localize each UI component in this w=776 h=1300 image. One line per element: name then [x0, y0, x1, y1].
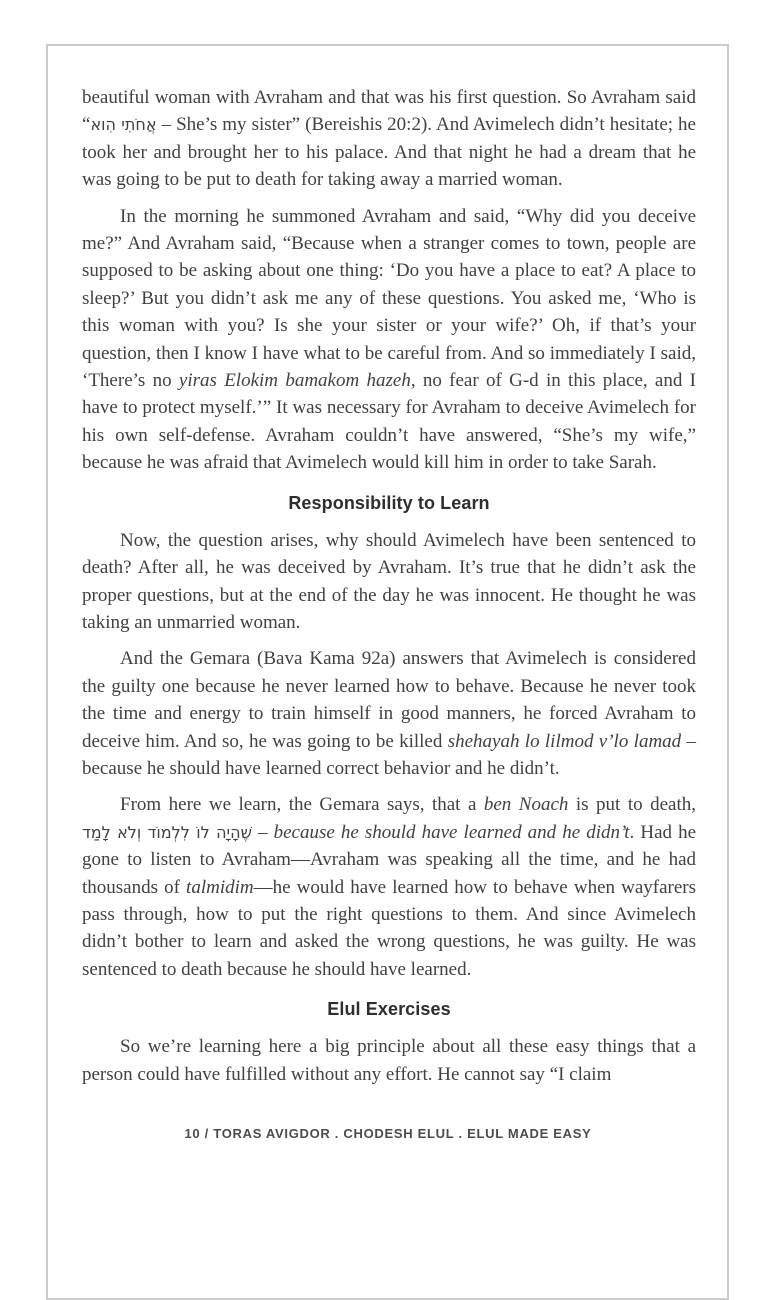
- document-content: [48, 46, 727, 1088]
- italic-text-run: shehayah lo lilmod v’lo lamad: [447, 730, 682, 752]
- paragraph: [82, 203, 696, 477]
- section-heading: Elul Exercises: [327, 999, 451, 1020]
- text-run: beautiful woman with Avraham and that was his first question. So Avraham said “: [82, 87, 696, 136]
- text-run: , no fear of G-d in this place, and I have to protect myself.’” It was necessary for Avraham to deceive Avimelech for his own self-defense. Avraham couldn’t have answered, “She’s my wife,” because he was afraid that Avimelech would kill him in order to take Sarah.: [82, 370, 696, 474]
- hebrew-text-run: שֶׁהָיָה לוֹ לִלְמוֹד וְלֹא לָמַד: [82, 822, 252, 842]
- hebrew-text-run: אֲחֹתִי הִוא: [90, 115, 157, 135]
- text-run: In the morning he summoned Avraham and said, “Why did you deceive me?” And Avraham said, “Because when a stranger comes to town, people are supposed to be asking about one thing: ‘Do you have a place to eat? A place to sleep?’ But you didn’t ask me any of these questions. You asked me, ‘Who is this woman with you? Is she your sister or your wife?’ Oh, if that’s your question, then I know I have what to be careful from. And so immediately I said, ‘There’s no: [82, 205, 696, 392]
- section-heading: Responsibility to Learn: [288, 492, 490, 513]
- page: [46, 44, 729, 1300]
- italic-text-run: because he should have learned and he didn’t: [273, 821, 630, 843]
- text-run: Now, the question arises, why should Avimelech have been sentenced to death? After all, he was deceived by Avraham. It’s true that he didn’t ask the proper questions, but at the end of the day he was innocent. He thought he was taking an unmarried woman.: [82, 529, 696, 633]
- text-run: –: [251, 821, 274, 843]
- italic-text-run: talmidim: [186, 876, 254, 898]
- text-run: is put to death,: [568, 794, 696, 816]
- paragraph: [82, 1033, 696, 1088]
- paragraph: [82, 527, 696, 637]
- paragraph: [82, 791, 696, 983]
- text-run: . Had he gone to listen to Avraham—Avraham was speaking all the time, and he had thousands of: [82, 821, 697, 898]
- paragraph: [82, 84, 696, 194]
- text-run: —he would have learned how to behave when wayfarers pass through, how to put the right questions to them. And since Avimelech didn’t bother to learn and asked the wrong questions, he was guilty. He was sentenced to death because he should have learned.: [82, 876, 697, 980]
- italic-text-run: yiras Elokim bamakom hazeh: [178, 370, 411, 392]
- text-run: – She’s my sister” (Bereishis 20:2). And Avimelech didn’t hesitate; he took her and brought her to his palace. And that night he had a dream that he was going to be put to death for taking away a married woman.: [82, 114, 696, 191]
- text-run: And the Gemara (Bava Kama 92a) answers that Avimelech is considered the guilty one because he never learned how to behave. Because he never took the time and energy to train himself in good manners, he forced Avraham to deceive him. And so, he was going to be killed: [82, 648, 696, 752]
- paragraph: [82, 645, 696, 782]
- text-run: – because he should have learned correct behavior and he didn’t.: [82, 730, 697, 779]
- text-run: From here we learn, the Gemara says, that a: [120, 794, 484, 816]
- italic-text-run: ben Noach: [483, 794, 569, 816]
- text-run: So we’re learning here a big principle about all these easy things that a person could have fulfilled without any effort. He cannot say “I claim: [82, 1036, 696, 1085]
- page-footer: 10 / TORAS AVIGDOR . CHODESH ELUL . ELUL MADE EASY: [184, 1126, 592, 1141]
